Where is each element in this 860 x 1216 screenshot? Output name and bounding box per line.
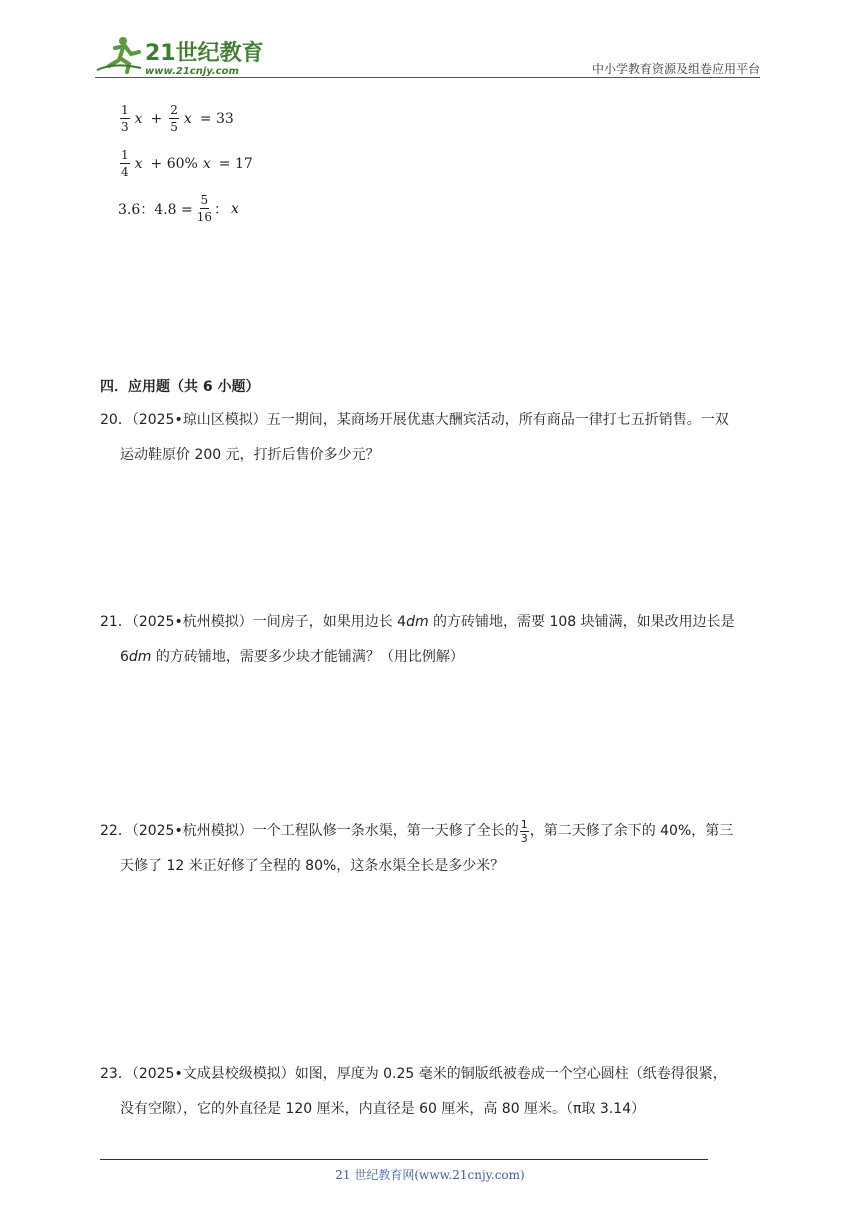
fraction: $\frac{1}{3}$ xyxy=(121,103,129,134)
question-text: 20．（2025•琼山区模拟）五一期间，某商场开展优惠大酬宾活动，所有商品一律打七五折销售。一双 xyxy=(100,412,729,428)
page-header xyxy=(95,30,760,78)
question-20 xyxy=(100,403,765,473)
question-text: 23．（2025•文成县校级模拟）如图，厚度为 0.25 毫米的铜版纸被卷成一个空心圆柱（纸卷得很紧， xyxy=(100,1066,727,1082)
fraction: $\frac{1}{3}$ xyxy=(520,817,528,845)
svg-text:21世纪教育: 21世纪教育 xyxy=(145,41,264,66)
question-text: 天修了 12 米正好修了全程的 80%，这条水渠全长是多少米？ xyxy=(120,858,505,874)
question-22 xyxy=(100,814,765,884)
section-title: 四．应用题（共 6 小题） xyxy=(100,379,260,395)
fraction: $\frac{5}{16}$ xyxy=(196,193,212,224)
question-21 xyxy=(100,605,765,675)
fraction: $\frac{2}{5}$ xyxy=(170,103,178,134)
equation-2: $\frac{1}{4}$ x + 60% x = 17 xyxy=(121,148,253,179)
header-tagline: 中小学教育资源及组卷应用平台 xyxy=(591,62,760,76)
svg-text:www.21cnjy.com: www.21cnjy.com xyxy=(145,66,239,76)
question-text: 21．（2025•杭州模拟）一间房子，如果用边长 4dm 的方砖铺地，需要 108 块铺满，如果改用边长是 xyxy=(100,614,735,630)
logo-21cnjy xyxy=(95,32,265,76)
footer-divider xyxy=(100,1159,708,1160)
question-text: 6dm 的方砖铺地，需要多少块才能铺满？（用比例解） xyxy=(120,649,464,665)
question-text: 运动鞋原价 200 元，打折后售价多少元？ xyxy=(120,447,380,463)
header-divider xyxy=(95,77,760,78)
footer-text: 21 世纪教育网(www.21cnjy.com) xyxy=(335,1168,525,1182)
equation-3: 3.6：4.8 = $\frac{5}{16}$ ： x xyxy=(118,193,239,224)
question-text: 22．（2025•杭州模拟）一个工程队修一条水渠，第一天修了全长的 $\frac{1}{3}$ ，第二天修了余下的 40%，第三 xyxy=(100,817,734,845)
question-text: 没有空隙），它的外直径是 120 厘米，内直径是 60 厘米，高 80 厘米。（π取 3.14） xyxy=(120,1101,646,1117)
fraction: $\frac{1}{4}$ xyxy=(121,148,129,179)
equation-1: $\frac{1}{3}$ x + $\frac{2}{5}$ x = 33 xyxy=(121,103,234,134)
question-23 xyxy=(100,1057,765,1127)
